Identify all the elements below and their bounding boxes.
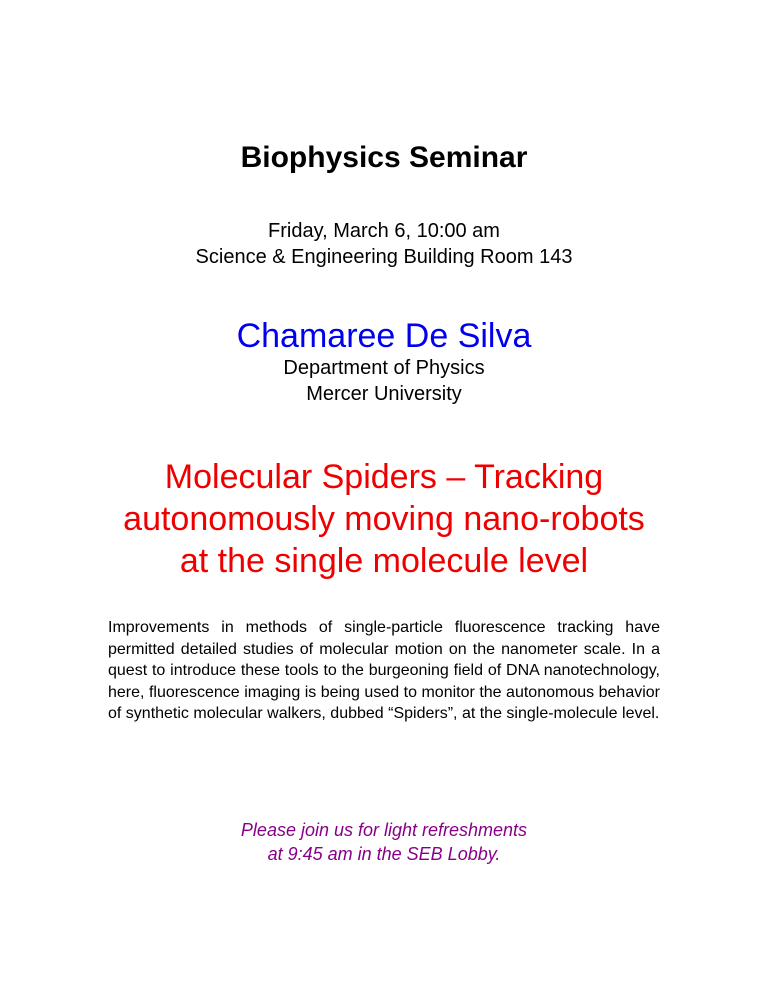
seminar-schedule [0,218,768,270]
refreshments-line: Please join us for light refreshments [240,820,528,840]
talk-title-line: Molecular Spiders – Tracking [164,458,604,496]
seminar-title: Biophysics Seminar [240,141,528,174]
talk-abstract: Improvements in methods of single-particle fluorescence tracking have permitted detailed studies of molecular motion on the nanometer scale. In a quest to introduce these tools to the burgeoning field of DNA nanotechnology, here, fluorescence imaging is being used to monitor the autonomous behavior of synthetic molecular walkers, dubbed “Spiders”, at the single-molecule level. [108,619,660,722]
speaker-department: Department of Physics [283,357,485,379]
talk-title-line: autonomously moving nano-robots [123,500,645,538]
speaker-affiliation [0,355,768,407]
refreshments-note [0,818,768,866]
speaker-name: Chamaree De Silva [236,317,532,355]
talk-title [0,456,768,582]
refreshments-line: at 9:45 am in the SEB Lobby. [267,844,501,864]
seminar-location: Science & Engineering Building Room 143 [195,246,573,268]
talk-title-line: at the single molecule level [179,542,589,580]
seminar-date-time: Friday, March 6, 10:00 am [268,220,500,242]
speaker-institution: Mercer University [306,383,462,405]
